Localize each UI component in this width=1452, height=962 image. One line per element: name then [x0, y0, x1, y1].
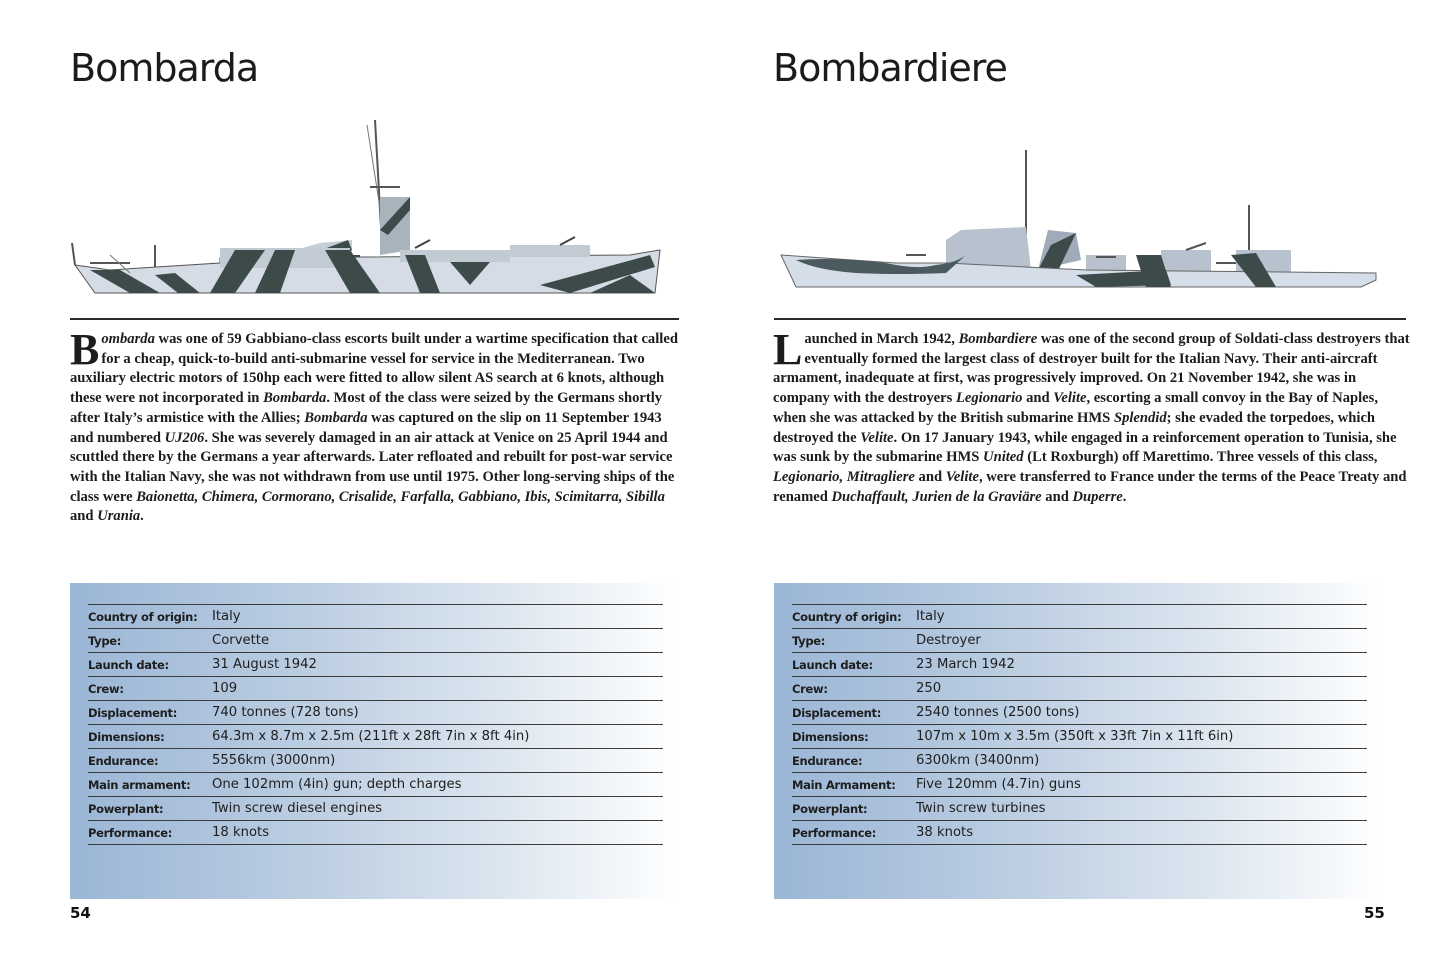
italic-text-run: United — [983, 449, 1024, 466]
spec-label: Main Armament: — [792, 777, 896, 792]
text-run: . Most of the class were seized by the Germans shortly after Italy’s armistice with the Allies; — [70, 390, 663, 426]
spec-value: 740 tonnes (728 tons) — [212, 705, 359, 720]
page-number: 55 — [1364, 904, 1385, 922]
spec-row — [88, 749, 663, 773]
italic-text-run: Duperre — [1072, 488, 1123, 505]
spec-value: 6300km (3400nm) — [916, 753, 1040, 768]
ship-illustration-bombardiere — [776, 145, 1386, 295]
text-run: and — [1022, 390, 1054, 407]
spec-row — [792, 725, 1367, 749]
spec-label: Launch date: — [88, 657, 169, 672]
italic-text-run: Bombarda — [263, 390, 327, 407]
spec-label: Country of origin: — [792, 609, 902, 624]
text-run: was captured on the slip on 11 September 1943 and numbered — [70, 409, 662, 446]
spec-row — [88, 725, 663, 749]
spec-label: Powerplant: — [88, 801, 164, 816]
spec-row — [792, 749, 1367, 773]
article-body — [70, 325, 682, 527]
right-page — [726, 0, 1452, 962]
spec-row — [792, 677, 1367, 701]
spec-label: Launch date: — [792, 657, 873, 672]
spec-label: Main armament: — [88, 777, 191, 792]
text-run: aunched in March 1942, — [804, 331, 959, 347]
page-number: 54 — [70, 904, 91, 922]
italic-text-run: Urania — [97, 508, 141, 525]
text-run: . — [140, 508, 144, 525]
italic-text-run: Bombardiere — [958, 331, 1038, 347]
specifications-table — [88, 604, 663, 845]
spec-label: Powerplant: — [792, 801, 868, 816]
spec-row — [792, 653, 1367, 677]
page-title: Bombarda — [70, 46, 259, 90]
spec-row — [88, 773, 663, 797]
spec-row — [88, 605, 663, 629]
text-run: was one of 59 Gabbiano-class escorts built under a wartime specification that called for a cheap, quick-to-build anti-submarine vessel for service in the Mediterranean. Two auxiliary electric motors of 150hp each were fitted to allow silent AS search at 6 knots, although these were not incorporated in — [70, 331, 678, 407]
italic-text-run: Baionetta, Chimera, Cormorano, Crisalide, Farfalla, Gabbiano, Ibis, Scimitarra, Sibilla — [136, 488, 665, 505]
text-run: and — [70, 508, 98, 525]
text-run: and — [914, 468, 946, 485]
spec-value: Twin screw diesel engines — [212, 801, 383, 816]
spec-row — [88, 821, 663, 845]
spec-label: Dimensions: — [792, 729, 869, 744]
spec-value: 31 August 1942 — [212, 657, 317, 672]
spec-value: 18 knots — [212, 825, 270, 840]
text-run: ; she evaded the torpedoes, which destroyed the — [773, 409, 1376, 446]
section-divider — [774, 318, 1406, 320]
specifications-panel — [774, 583, 1384, 899]
spec-row — [792, 773, 1367, 797]
spec-label: Displacement: — [88, 705, 178, 720]
spec-row — [792, 821, 1367, 845]
spec-row — [88, 629, 663, 653]
spec-value: 5556km (3000nm) — [212, 753, 336, 768]
spec-label: Performance: — [792, 825, 877, 840]
spec-label: Crew: — [88, 681, 124, 696]
spec-row — [792, 701, 1367, 725]
italic-text-run: Duchaffault, Jurien de la Graviäre — [831, 488, 1042, 505]
section-divider — [70, 318, 679, 320]
text-run: was one of the second group of Soldati-class destroyers that eventually formed the largest class of destroyer built for the Italian Navy. Their anti-aircraft armament, inadequate at first, was progressively improved. On 21 November 1942, she was in company with the destroyers — [773, 331, 1410, 407]
spec-row — [88, 701, 663, 725]
spec-value: Five 120mm (4.7in) guns — [916, 777, 1081, 792]
spec-value: Destroyer — [916, 633, 981, 648]
drop-cap: L — [773, 325, 803, 374]
spec-label: Dimensions: — [88, 729, 165, 744]
text-run: , escorting a small convoy in the Bay of Naples, when she was attacked by the British submarine HMS — [773, 390, 1378, 426]
specifications-panel — [70, 583, 680, 899]
italic-text-run: Bombarda — [304, 409, 368, 426]
spec-value: 64.3m x 8.7m x 2.5m (211ft x 28ft 7in x 8ft 4in) — [212, 729, 530, 744]
spec-label: Type: — [88, 633, 122, 648]
spec-label: Performance: — [88, 825, 173, 840]
specifications-table — [792, 604, 1367, 845]
spec-value: 23 March 1942 — [916, 657, 1015, 672]
spec-value: 250 — [916, 681, 942, 696]
spec-label: Displacement: — [792, 705, 882, 720]
article-body — [773, 325, 1413, 507]
spec-row — [792, 797, 1367, 821]
spec-row — [88, 797, 663, 821]
text-run: . On 17 January 1943, while engaged in a reinforcement operation to Tunisia, she was sunk by the submarine HMS — [773, 429, 1397, 466]
spec-label: Type: — [792, 633, 826, 648]
spec-row — [792, 629, 1367, 653]
spec-label: Crew: — [792, 681, 828, 696]
spec-row — [88, 677, 663, 701]
spec-value: 107m x 10m x 3.5m (350ft x 33ft 7in x 11ft 6in) — [916, 729, 1234, 744]
drop-cap: B — [70, 325, 100, 374]
spec-value: Italy — [212, 609, 241, 624]
text-run: . — [1122, 488, 1127, 505]
spec-row — [792, 605, 1367, 629]
spec-value: Italy — [916, 609, 945, 624]
spec-label: Endurance: — [88, 753, 159, 768]
spec-value: 109 — [212, 681, 238, 696]
spec-value: One 102mm (4in) gun; depth charges — [212, 777, 462, 792]
spec-label: Endurance: — [792, 753, 863, 768]
ship-illustration-bombarda — [70, 115, 680, 295]
italic-text-run: Velite — [1053, 390, 1087, 407]
page-title: Bombardiere — [773, 46, 1007, 90]
spec-label: Country of origin: — [88, 609, 198, 624]
italic-text-run: Velite — [860, 429, 894, 446]
italic-text-run: Legionario, Mitragliere — [773, 468, 915, 485]
text-run: . She was severely damaged in an air attack at Venice on 25 April 1944 and scuttled there by the Germans a year afterwards. Later refloated and rebuilt for post-war service with the Italian Navy, she was not withdrawn from use until 1975. Other long-serving ships of the class were — [70, 429, 675, 505]
italic-text-run: ombarda — [101, 331, 155, 347]
italic-text-run: Splendid — [1113, 409, 1167, 426]
italic-text-run: UJ206 — [164, 429, 205, 446]
text-run: , were transferred to France under the terms of the Peace Treaty and renamed — [773, 468, 1407, 505]
spec-value: 2540 tonnes (2500 tons) — [916, 705, 1080, 720]
text-run: and — [1041, 488, 1073, 505]
spec-row — [88, 653, 663, 677]
italic-text-run: Legionario — [955, 390, 1023, 407]
spec-value: Twin screw turbines — [916, 801, 1046, 816]
spec-value: 38 knots — [916, 825, 974, 840]
italic-text-run: Velite — [945, 468, 979, 485]
spec-value: Corvette — [212, 633, 270, 648]
text-run: (Lt Roxburgh) off Marettimo. Three vessels of this class, — [1023, 449, 1378, 466]
